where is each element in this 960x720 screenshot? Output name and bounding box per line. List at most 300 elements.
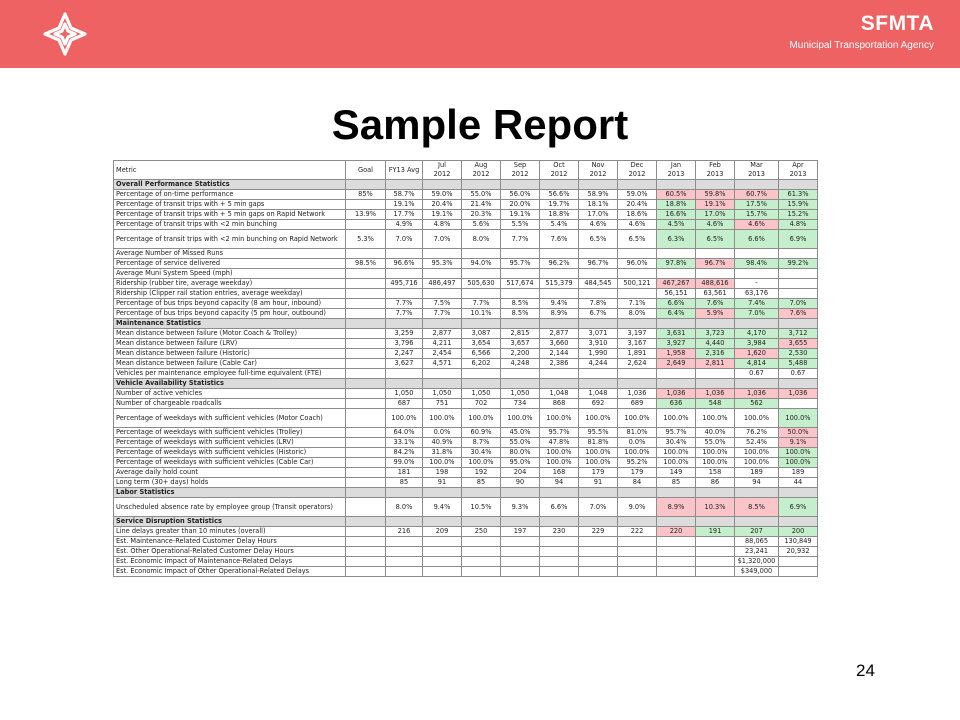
goal-cell: [346, 309, 386, 319]
month-value-cell: 85: [657, 478, 696, 488]
month-value-cell: 100.0%: [696, 409, 735, 428]
section-filler-cell: [618, 379, 657, 389]
section-filler-cell: [696, 379, 735, 389]
section-filler-cell: [657, 319, 696, 329]
month-value-cell: 562: [735, 399, 779, 409]
table-row: [114, 190, 818, 200]
month-value-cell: 130,849: [779, 537, 818, 547]
month-value-cell: 2,877: [423, 329, 462, 339]
month-value-cell: 45.0%: [501, 428, 540, 438]
month-value-cell: [423, 567, 462, 577]
month-value-cell: 100.0%: [657, 409, 696, 428]
month-value-cell: 8.5%: [501, 309, 540, 319]
month-value-cell: [779, 279, 818, 289]
month-value-cell: 198: [423, 468, 462, 478]
section-filler-cell: [540, 180, 579, 190]
month-value-cell: 2,530: [779, 349, 818, 359]
fy13-avg-cell: 99.0%: [386, 458, 423, 468]
table-row: [114, 527, 818, 537]
month-value-cell: 31.8%: [423, 448, 462, 458]
fy13-avg-cell: 181: [386, 468, 423, 478]
section-filler-cell: [779, 517, 818, 527]
metric-label: Average Muni System Speed (mph): [114, 269, 346, 279]
fy13-avg-cell: [386, 269, 423, 279]
fy13-avg-cell: 2,247: [386, 349, 423, 359]
metric-label: Unscheduled absence rate by employee group (Transit operators): [114, 498, 346, 517]
section-filler-cell: [618, 319, 657, 329]
metric-label: Est. Economic Impact of Maintenance-Related Delays: [114, 557, 346, 567]
metric-label: Number of active vehicles: [114, 389, 346, 399]
goal-cell: [346, 359, 386, 369]
month-value-cell: 21.4%: [462, 200, 501, 210]
month-value-cell: [540, 269, 579, 279]
section-filler-cell: [779, 379, 818, 389]
column-header: Jul 2012: [423, 161, 462, 180]
month-value-cell: 47.8%: [540, 438, 579, 448]
month-value-cell: 4.6%: [696, 220, 735, 230]
month-value-cell: 7.7%: [462, 299, 501, 309]
month-value-cell: 50.0%: [779, 428, 818, 438]
fy13-avg-cell: 33.1%: [386, 438, 423, 448]
month-value-cell: 55.0%: [696, 438, 735, 448]
month-value-cell: 17.5%: [735, 200, 779, 210]
month-value-cell: 18.1%: [579, 200, 618, 210]
metric-label: Percentage of bus trips beyond capacity (5 pm hour, outbound): [114, 309, 346, 319]
column-header: Metric: [114, 161, 346, 180]
month-value-cell: 517,674: [501, 279, 540, 289]
section-filler-cell: [540, 319, 579, 329]
metric-label: Est. Economic Impact of Other Operational-Related Delays: [114, 567, 346, 577]
month-value-cell: 94.0%: [462, 259, 501, 269]
month-value-cell: 10.3%: [696, 498, 735, 517]
sfmta-star-logo-icon: [42, 11, 88, 57]
goal-cell: [346, 409, 386, 428]
month-value-cell: [618, 537, 657, 547]
section-filler-cell: [696, 319, 735, 329]
table-header-row: [114, 161, 818, 180]
month-value-cell: 7.6%: [696, 299, 735, 309]
month-value-cell: 18.8%: [657, 200, 696, 210]
month-value-cell: 95.7%: [501, 259, 540, 269]
month-value-cell: [462, 289, 501, 299]
month-value-cell: 100.0%: [462, 458, 501, 468]
report-table: [113, 160, 818, 577]
metric-label: Ridership (rubber tire, average weekday): [114, 279, 346, 289]
month-value-cell: 4,211: [423, 339, 462, 349]
month-value-cell: 96.7%: [579, 259, 618, 269]
section-filler-cell: [779, 319, 818, 329]
column-header: Dec 2012: [618, 161, 657, 180]
month-value-cell: 18.8%: [540, 210, 579, 220]
month-value-cell: 6.3%: [657, 230, 696, 249]
month-value-cell: 0.0%: [618, 438, 657, 448]
month-value-cell: 3,927: [657, 339, 696, 349]
month-value-cell: [579, 249, 618, 259]
month-value-cell: 100.0%: [579, 458, 618, 468]
month-value-cell: 6.6%: [540, 498, 579, 517]
metric-label: Average daily hold count: [114, 468, 346, 478]
table-row: [114, 289, 818, 299]
month-value-cell: 4.6%: [735, 220, 779, 230]
metric-label: Percentage of service delivered: [114, 259, 346, 269]
month-value-cell: 0.0%: [423, 428, 462, 438]
section-filler-cell: [501, 180, 540, 190]
header-banner: [0, 0, 960, 68]
section-filler-cell: [346, 488, 386, 498]
section-filler-cell: [540, 488, 579, 498]
table-row: [114, 389, 818, 399]
month-value-cell: [618, 269, 657, 279]
month-value-cell: [657, 269, 696, 279]
month-value-cell: 8.5%: [735, 498, 779, 517]
brand-subtitle: Municipal Transportation Agency: [789, 40, 934, 51]
month-value-cell: [696, 269, 735, 279]
table-row: [114, 259, 818, 269]
month-value-cell: 7.5%: [423, 299, 462, 309]
goal-cell: [346, 299, 386, 309]
month-value-cell: 2,624: [618, 359, 657, 369]
metric-label: Average Number of Missed Runs: [114, 249, 346, 259]
month-value-cell: 60.9%: [462, 428, 501, 438]
table-row: [114, 249, 818, 259]
month-value-cell: [735, 249, 779, 259]
section-filler-cell: [462, 379, 501, 389]
month-value-cell: 40.9%: [423, 438, 462, 448]
month-value-cell: 100.0%: [579, 448, 618, 458]
metric-label: Percentage of weekdays with sufficient vehicles (Trolley): [114, 428, 346, 438]
month-value-cell: 6,202: [462, 359, 501, 369]
month-value-cell: 8.0%: [462, 230, 501, 249]
column-header: Nov 2012: [579, 161, 618, 180]
month-value-cell: 5.6%: [462, 220, 501, 230]
month-value-cell: 9.3%: [501, 498, 540, 517]
month-value-cell: [696, 537, 735, 547]
month-value-cell: 4.5%: [657, 220, 696, 230]
month-value-cell: 59.8%: [696, 190, 735, 200]
goal-cell: [346, 369, 386, 379]
month-value-cell: 84: [618, 478, 657, 488]
month-value-cell: 95.0%: [501, 458, 540, 468]
month-value-cell: 100.0%: [779, 409, 818, 428]
month-value-cell: [462, 557, 501, 567]
month-value-cell: 158: [696, 468, 735, 478]
month-value-cell: 20,932: [779, 547, 818, 557]
month-value-cell: 7.8%: [579, 299, 618, 309]
goal-cell: [346, 399, 386, 409]
month-value-cell: 7.0%: [579, 498, 618, 517]
metric-label: Mean distance between failure (Historic): [114, 349, 346, 359]
month-value-cell: $349,000: [735, 567, 779, 577]
metric-label: Percentage of transit trips with + 5 min gaps: [114, 200, 346, 210]
month-value-cell: 90: [501, 478, 540, 488]
month-value-cell: 10.1%: [462, 309, 501, 319]
month-value-cell: [501, 557, 540, 567]
goal-cell: [346, 220, 386, 230]
month-value-cell: 1,036: [618, 389, 657, 399]
month-value-cell: 18.6%: [618, 210, 657, 220]
metric-label: Percentage of weekdays with sufficient vehicles (Cable Car): [114, 458, 346, 468]
month-value-cell: 692: [579, 399, 618, 409]
month-value-cell: [779, 557, 818, 567]
section-row: [114, 488, 818, 498]
month-value-cell: 5.5%: [501, 220, 540, 230]
month-value-cell: 149: [657, 468, 696, 478]
month-value-cell: 100.0%: [657, 458, 696, 468]
section-filler-cell: [386, 319, 423, 329]
month-value-cell: 3,723: [696, 329, 735, 339]
month-value-cell: 100.0%: [779, 458, 818, 468]
table-row: [114, 210, 818, 220]
month-value-cell: 100.0%: [540, 448, 579, 458]
month-value-cell: [618, 369, 657, 379]
month-value-cell: 8.0%: [618, 309, 657, 319]
month-value-cell: 100.0%: [657, 448, 696, 458]
metric-label: Percentage of transit trips with + 5 min gaps on Rapid Network: [114, 210, 346, 220]
month-value-cell: [462, 537, 501, 547]
section-label: Vehicle Availability Statistics: [114, 379, 346, 389]
goal-cell: 85%: [346, 190, 386, 200]
month-value-cell: 100.0%: [618, 409, 657, 428]
section-filler-cell: [386, 379, 423, 389]
month-value-cell: [657, 547, 696, 557]
month-value-cell: 17.0%: [696, 210, 735, 220]
section-filler-cell: [657, 180, 696, 190]
month-value-cell: 63,561: [696, 289, 735, 299]
fy13-avg-cell: [386, 369, 423, 379]
month-value-cell: 0.67: [779, 369, 818, 379]
month-value-cell: 7.6%: [779, 309, 818, 319]
month-value-cell: [618, 547, 657, 557]
month-value-cell: [579, 567, 618, 577]
section-row: [114, 180, 818, 190]
fy13-avg-cell: 58.7%: [386, 190, 423, 200]
month-value-cell: [462, 269, 501, 279]
metric-label: Mean distance between failure (Cable Car): [114, 359, 346, 369]
column-header: Mar 2013: [735, 161, 779, 180]
month-value-cell: 98.4%: [735, 259, 779, 269]
month-value-cell: [579, 289, 618, 299]
month-value-cell: 4,440: [696, 339, 735, 349]
month-value-cell: 5.9%: [696, 309, 735, 319]
month-value-cell: 100.0%: [423, 409, 462, 428]
column-header: Apr 2013: [779, 161, 818, 180]
fy13-avg-cell: 495,716: [386, 279, 423, 289]
month-value-cell: 30.4%: [462, 448, 501, 458]
month-value-cell: [540, 547, 579, 557]
month-value-cell: 4.6%: [579, 220, 618, 230]
month-value-cell: 2,649: [657, 359, 696, 369]
fy13-avg-cell: 64.0%: [386, 428, 423, 438]
month-value-cell: 7.0%: [779, 299, 818, 309]
month-value-cell: 9.1%: [779, 438, 818, 448]
month-value-cell: 88,065: [735, 537, 779, 547]
metric-label: Ridership (Clipper rail station entries, average weekday): [114, 289, 346, 299]
month-value-cell: 6.5%: [618, 230, 657, 249]
month-value-cell: 100.0%: [540, 458, 579, 468]
month-value-cell: 20.4%: [618, 200, 657, 210]
metric-label: Est. Maintenance-Related Customer Delay Hours: [114, 537, 346, 547]
table-row: [114, 557, 818, 567]
month-value-cell: [540, 289, 579, 299]
month-value-cell: 179: [579, 468, 618, 478]
month-value-cell: 2,811: [696, 359, 735, 369]
month-value-cell: [501, 537, 540, 547]
table-row: [114, 458, 818, 468]
month-value-cell: 200: [779, 527, 818, 537]
metric-label: Est. Other Operational-Related Customer Delay Hours: [114, 547, 346, 557]
month-value-cell: 100.0%: [735, 409, 779, 428]
table-row: [114, 428, 818, 438]
table-row: [114, 269, 818, 279]
month-value-cell: [779, 289, 818, 299]
column-header: Goal: [346, 161, 386, 180]
brand-name: SFMTA: [860, 12, 934, 35]
month-value-cell: 689: [618, 399, 657, 409]
fy13-avg-cell: 7.7%: [386, 299, 423, 309]
goal-cell: [346, 389, 386, 399]
month-value-cell: 100.0%: [696, 448, 735, 458]
month-value-cell: 96.0%: [618, 259, 657, 269]
month-value-cell: 6.5%: [579, 230, 618, 249]
month-value-cell: [423, 249, 462, 259]
section-filler-cell: [657, 488, 696, 498]
metric-label: Vehicles per maintenance employee full-time equivalent (FTE): [114, 369, 346, 379]
month-value-cell: 2,386: [540, 359, 579, 369]
month-value-cell: [462, 567, 501, 577]
month-value-cell: 3,087: [462, 329, 501, 339]
section-filler-cell: [423, 379, 462, 389]
month-value-cell: [540, 557, 579, 567]
fy13-avg-cell: 1,050: [386, 389, 423, 399]
month-value-cell: 100.0%: [735, 458, 779, 468]
month-value-cell: 95.2%: [618, 458, 657, 468]
month-value-cell: 7.6%: [540, 230, 579, 249]
month-value-cell: [779, 249, 818, 259]
month-value-cell: 6.6%: [735, 230, 779, 249]
fy13-avg-cell: 7.7%: [386, 309, 423, 319]
month-value-cell: 207: [735, 527, 779, 537]
metric-label: Mean distance between failure (Motor Coach & Trolley): [114, 329, 346, 339]
month-value-cell: 81.8%: [579, 438, 618, 448]
section-filler-cell: [386, 517, 423, 527]
goal-cell: 13.9%: [346, 210, 386, 220]
section-filler-cell: [735, 319, 779, 329]
goal-cell: [346, 537, 386, 547]
month-value-cell: 15.9%: [779, 200, 818, 210]
month-value-cell: [423, 547, 462, 557]
month-value-cell: [423, 557, 462, 567]
month-value-cell: 16.6%: [657, 210, 696, 220]
section-label: Maintenance Statistics: [114, 319, 346, 329]
month-value-cell: 6,566: [462, 349, 501, 359]
month-value-cell: 94: [540, 478, 579, 488]
month-value-cell: 100.0%: [779, 448, 818, 458]
month-value-cell: 10.5%: [462, 498, 501, 517]
fy13-avg-cell: 216: [386, 527, 423, 537]
month-value-cell: 44: [779, 478, 818, 488]
section-filler-cell: [779, 180, 818, 190]
section-label: Overall Performance Statistics: [114, 180, 346, 190]
section-filler-cell: [346, 517, 386, 527]
table-row: [114, 220, 818, 230]
table-row: [114, 349, 818, 359]
column-header: Oct 2012: [540, 161, 579, 180]
table-row: [114, 567, 818, 577]
month-value-cell: 19.1%: [501, 210, 540, 220]
section-label: Labor Statistics: [114, 488, 346, 498]
month-value-cell: 56.6%: [540, 190, 579, 200]
fy13-avg-cell: 8.0%: [386, 498, 423, 517]
month-value-cell: 95.5%: [579, 428, 618, 438]
page-title: Sample Report: [331, 101, 629, 148]
month-value-cell: [423, 369, 462, 379]
month-value-cell: 515,379: [540, 279, 579, 289]
section-label: Service Disruption Statistics: [114, 517, 346, 527]
month-value-cell: 2,144: [540, 349, 579, 359]
month-value-cell: 8.9%: [540, 309, 579, 319]
month-value-cell: 17.0%: [579, 210, 618, 220]
fy13-avg-cell: [386, 557, 423, 567]
month-value-cell: 20.4%: [423, 200, 462, 210]
month-value-cell: 6.4%: [657, 309, 696, 319]
month-value-cell: [501, 567, 540, 577]
month-value-cell: [618, 567, 657, 577]
section-filler-cell: [501, 517, 540, 527]
month-value-cell: 7.0%: [735, 309, 779, 319]
month-value-cell: 3,167: [618, 339, 657, 349]
table-row: [114, 537, 818, 547]
month-value-cell: [579, 269, 618, 279]
month-value-cell: 60.5%: [657, 190, 696, 200]
section-filler-cell: [657, 379, 696, 389]
month-value-cell: 100.0%: [618, 448, 657, 458]
table-row: [114, 438, 818, 448]
table-row: [114, 309, 818, 319]
month-value-cell: [579, 537, 618, 547]
month-value-cell: [696, 547, 735, 557]
month-value-cell: 191: [696, 527, 735, 537]
month-value-cell: 5.4%: [540, 220, 579, 230]
fy13-avg-cell: [386, 547, 423, 557]
month-value-cell: 95.3%: [423, 259, 462, 269]
fy13-avg-cell: 96.6%: [386, 259, 423, 269]
month-value-cell: 100.0%: [735, 448, 779, 458]
month-value-cell: [579, 547, 618, 557]
month-value-cell: 192: [462, 468, 501, 478]
table-row: [114, 200, 818, 210]
month-value-cell: 2,316: [696, 349, 735, 359]
section-filler-cell: [735, 379, 779, 389]
column-header: Feb 2013: [696, 161, 735, 180]
month-value-cell: 40.0%: [696, 428, 735, 438]
section-filler-cell: [462, 517, 501, 527]
section-filler-cell: [346, 319, 386, 329]
table-row: [114, 478, 818, 488]
goal-cell: [346, 468, 386, 478]
month-value-cell: 97.8%: [657, 259, 696, 269]
month-value-cell: 9.4%: [423, 498, 462, 517]
month-value-cell: 59.0%: [618, 190, 657, 200]
section-filler-cell: [423, 517, 462, 527]
month-value-cell: 76.2%: [735, 428, 779, 438]
month-value-cell: [657, 249, 696, 259]
section-filler-cell: [462, 488, 501, 498]
month-value-cell: 229: [579, 527, 618, 537]
fy13-avg-cell: 84.2%: [386, 448, 423, 458]
column-header: Aug 2012: [462, 161, 501, 180]
month-value-cell: 60.7%: [735, 190, 779, 200]
month-value-cell: 4.6%: [618, 220, 657, 230]
